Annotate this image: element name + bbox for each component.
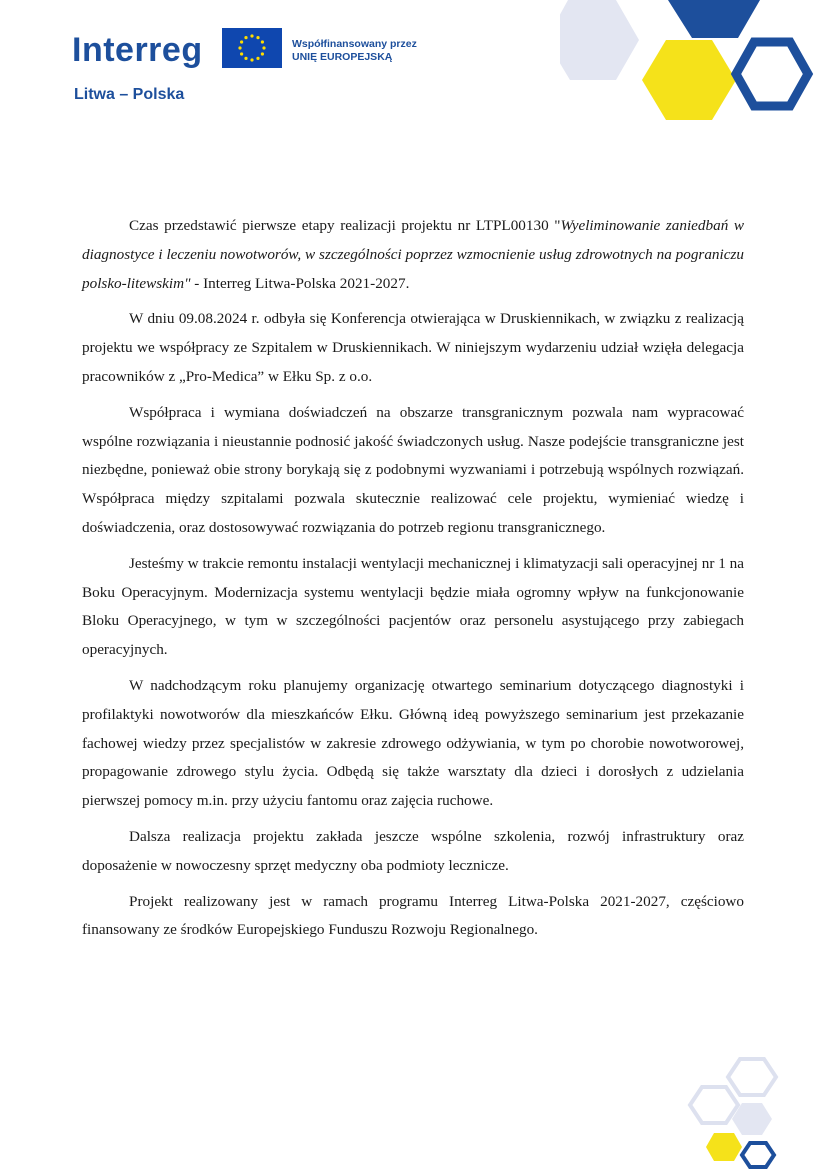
paragraph-5: W nadchodzącym roku planujemy organizację otwartego seminarium dotyczącego diagnostyki i profilaktyki nowotworów dla mieszkańców Ełku. Główną ideą powyższego seminarium jest przekazanie fachowej wiedzy przez specjalistów w zakresie zdrowego odżywiania, w tym po chorobie nowotworowej, propagowanie zdrowego stylu życia. Odbędą się także warsztaty dla dzieci i dorosłych z udzielania pierwszej pomocy m.in. przy użyciu fantomu oraz zajęcia ruchowe. [82,676,744,810]
paragraph-4: Jesteśmy w trakcie remontu instalacji wentylacji mechanicznej i klimatyzacji sali operacyjnej nr 1 na Boku Operacyjnym. Modernizacja systemu wentylacji będzie miała ogromny wpływ na funkcjonowanie Bloku Operacyjnego, w tym w szczególności pacjentów oraz personelu asystującego przy zabiegach operacyjnych. [82,554,744,659]
interreg-logo: Interreg [72,31,203,69]
paragraph-6: Dalsza realizacja projektu zakłada jeszcze wspólne szkolenia, rozwój infrastruktury oraz doposażenie w nowoczesny sprzęt medyczny oba podmioty lecznicze. [82,827,744,874]
region-label: Litwa – Polska [74,86,185,103]
paragraph-2: W dniu 09.08.2024 r. odbyła się Konferencja otwierająca w Druskiennikach, w związku z realizacją projektu we współpracy ze Szpitalem w Druskiennikach. W niniejszym wydarzeniu udział wzięła delegacja pracowników z „Pro-Medica” w Ełku Sp. z o.o. [82,310,744,385]
paragraph-1-intro: Czas przedstawić pierwsze etapy realizacji projektu nr LTPL00130 " [129,217,561,234]
document-header [0,0,826,160]
eu-cofinancing-text [292,38,417,64]
eu-flag-icon [222,28,282,68]
paragraph-3: Współpraca i wymiana doświadczeń na obszarze transgranicznym pozwala nam wypracować wspólne rozwiązania i nieustannie podnosić jakość świadczonych usług. Nasze podejście transgraniczne jest niezbędne, ponieważ obie strony borykają się z podobnymi wyzwaniami i potrzebują wspólnych rozwiązań. Współpraca między szpitalami pozwala skutecznie realizować cele projektu, wymieniać wiedzę i doświadczenia, oraz dostosowywać rozwiązania do potrzeb regionu transgranicznego. [82,403,744,536]
paragraph-1 [82,212,744,298]
project-title: Wyeliminowanie zaniedbań w diagnostyce i leczeniu nowotworów, w szczególności poprzez wzmocnienie usług zdrowotnych na pograniczu polsko-litewskim" [82,217,744,292]
eu-line-1: Współfinansowany przez [292,38,417,50]
paragraph-1-end: - Interreg Litwa-Polska 2021-2027. [190,274,410,292]
hexagon-decoration-icon [560,0,826,120]
footer-hexagons-icon [680,1045,800,1169]
eu-line-2: UNIĘ EUROPEJSKĄ [292,51,393,63]
document-body [82,212,744,952]
paragraph-7: Projekt realizowany jest w ramach programu Interreg Litwa-Polska 2021-2027, częściowo finansowany ze środków Europejskiego Funduszu Rozwoju Regionalnego. [82,892,744,939]
